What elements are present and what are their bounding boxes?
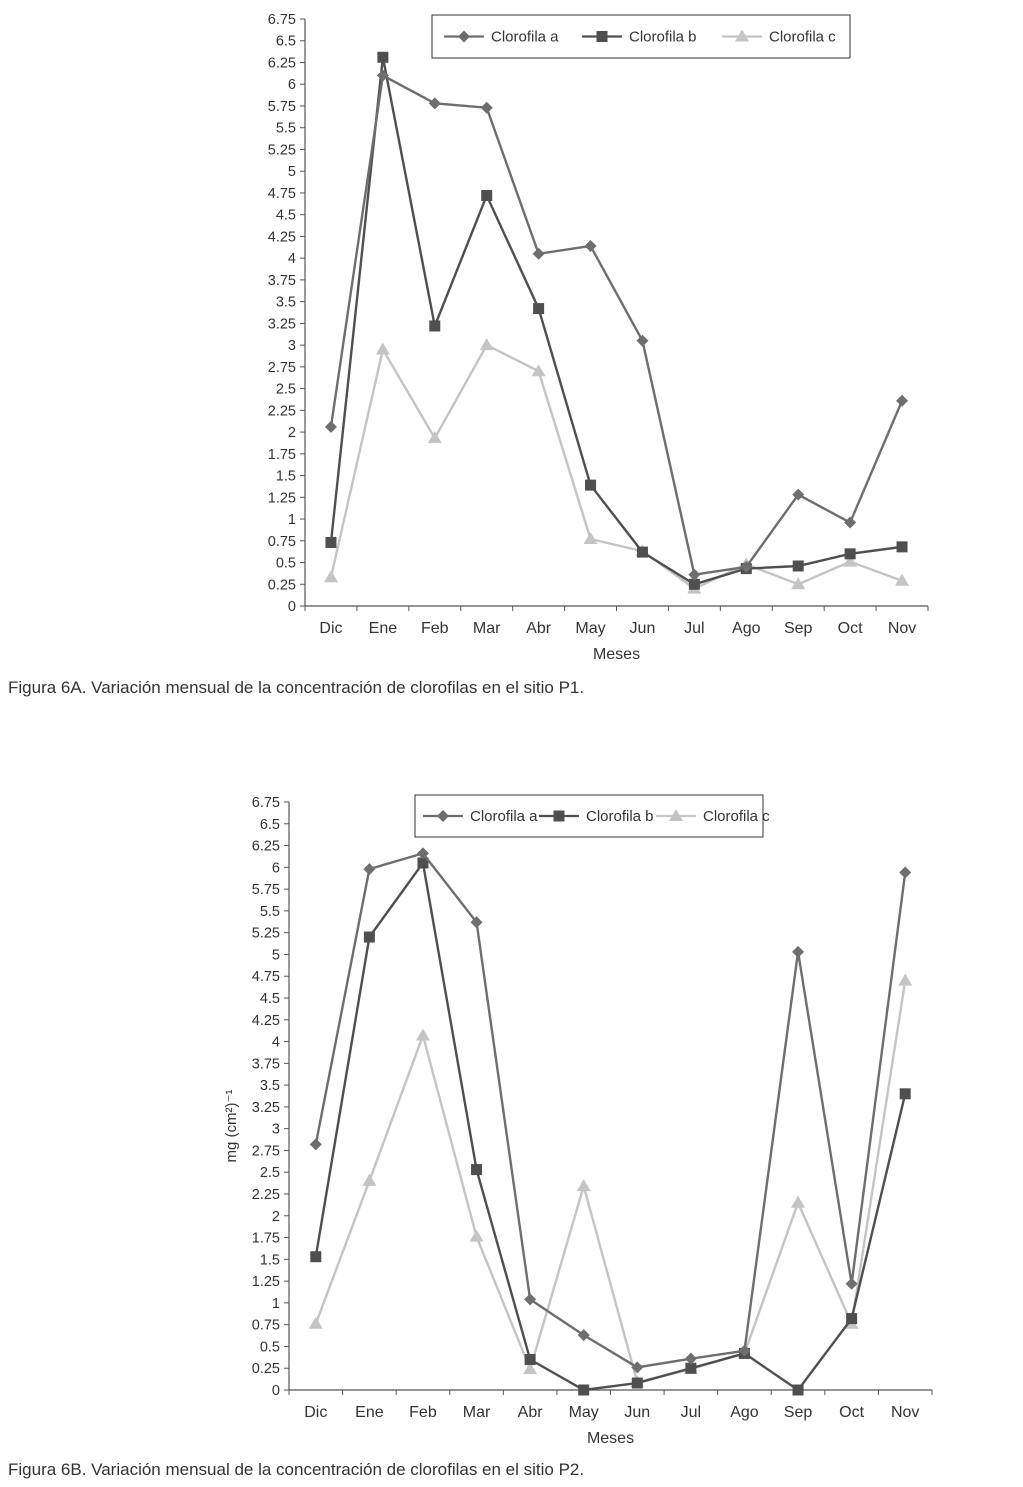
chart-b-legend-label: Clorofila b [586, 808, 654, 825]
chart-b-series-line-triangle [316, 981, 905, 1383]
chart-b-x-tick-label: May [568, 1404, 599, 1421]
chart-b-y-tick-label: 2.25 [251, 1187, 280, 1203]
chart-a-legend-label: Clorofila b [629, 28, 697, 46]
chart-b-y-tick-label: 6.5 [259, 816, 280, 833]
chart-a-y-tick-label: 4.25 [267, 229, 296, 246]
chart-b-y-tick-label: 5.5 [259, 903, 280, 920]
chart-b-series-line-square [316, 863, 905, 1390]
chart-a-point-triangle [376, 342, 390, 354]
chart-a-point-triangle [324, 570, 338, 582]
chart-b-y-tick-label: 0.5 [259, 1339, 280, 1356]
chart-a-point-diamond [429, 97, 441, 109]
chart-a-y-tick-label: 3.25 [267, 316, 296, 333]
chart-b-y-tick-label: 4.25 [251, 1012, 280, 1029]
chart-a-x-tick-label: Ago [732, 620, 761, 637]
chart-b-y-tick-label: 2.5 [259, 1165, 280, 1182]
chart-b-y-tick-label: 1.5 [259, 1252, 280, 1269]
chart-b-point-triangle [898, 974, 912, 986]
chart-b-x-tick-label: Abr [517, 1404, 543, 1421]
chart-a-y-tick-label: 1.5 [275, 468, 296, 485]
chart-b-legend-label: Clorofila a [470, 808, 538, 825]
chart-a-x-axis-title: Meses [592, 646, 641, 663]
chart-a-x-tick-label: Feb [421, 620, 449, 637]
chart-b-y-tick-label: 0.25 [251, 1361, 280, 1378]
chart-b-x-tick-label: Ene [355, 1404, 384, 1421]
chart-b-series-line-diamond [316, 853, 905, 1367]
chart-a-point-triangle [480, 338, 494, 350]
chart-b-x-tick-label: Feb [409, 1404, 437, 1421]
chart-b-y-tick-label: 1 [271, 1295, 280, 1312]
chart-a-point-square [793, 560, 804, 571]
chart-a-y-tick-label: 1.75 [267, 446, 296, 463]
chart-b-y-tick-label: 5.25 [251, 925, 280, 942]
chart-b-point-square [578, 1385, 589, 1396]
chart-a-x-tick-label: Abr [526, 620, 552, 637]
chart-b-point-diamond [310, 1138, 322, 1150]
chart-a-point-diamond [636, 335, 648, 347]
chart-a-y-tick-label: 6 [287, 77, 296, 94]
chart-a-x-tick-label: Sep [783, 620, 813, 637]
chart-b-y-tick-label: 3.5 [259, 1078, 280, 1095]
chart-b-x-tick-label: Ago [730, 1404, 759, 1421]
chart-a-y-tick-label: 5.5 [275, 120, 296, 137]
chart-a-point-square [637, 547, 648, 558]
chart-6a [0, 0, 1023, 670]
chart-a-x-tick-label: Oct [837, 620, 863, 637]
chart-b-x-tick-label: Mar [462, 1404, 491, 1421]
chart-b-y-tick-label: 2 [271, 1208, 280, 1225]
chart-b-y-tick-label: 1.75 [251, 1230, 280, 1247]
chart-b-y-tick-label: 6.75 [251, 795, 280, 811]
chart-b-y-tick-label: 3.25 [251, 1099, 280, 1116]
chart-b-x-tick-label: Nov [890, 1404, 920, 1421]
chart-b-point-triangle [416, 1028, 430, 1040]
chart-a-y-tick-label: 2.5 [275, 381, 296, 398]
chart-b-point-diamond [363, 863, 375, 875]
chart-a-y-tick-label: 4 [287, 251, 296, 268]
chart-a-point-square [533, 303, 544, 314]
chart-b-y-axis-title: mg (cm²)⁻¹ [223, 1089, 240, 1163]
figure-6a-caption: Figura 6A. Variación mensual de la concentración de clorofilas en el sitio P1. [8, 678, 585, 697]
chart-a-y-tick-label: 5.25 [267, 142, 296, 159]
chart-b-point-triangle [362, 1174, 376, 1186]
chart-a-point-diamond [896, 395, 908, 407]
chart-a-point-square [429, 320, 440, 331]
chart-a-y-tick-label: 4.5 [275, 207, 296, 224]
chart-b-y-tick-label: 4 [271, 1034, 280, 1051]
chart-b-point-square [310, 1251, 321, 1262]
chart-a-y-tick-label: 3.5 [275, 294, 296, 311]
chart-a-y-tick-label: 4.75 [267, 185, 296, 202]
figure-6b-caption: Figura 6B. Variación mensual de la concentración de clorofilas en el sitio P2. [8, 1460, 585, 1479]
chart-b-x-tick-label: Oct [839, 1404, 865, 1421]
chart-a-y-tick-label: 5.75 [267, 98, 296, 115]
chart-a-point-diamond [481, 102, 493, 114]
chart-b-x-tick-label: Sep [783, 1404, 813, 1421]
chart-a-y-tick-label: 2.75 [267, 359, 296, 376]
chart-b-point-square [632, 1378, 643, 1389]
chart-b-y-tick-label: 4.75 [251, 969, 280, 986]
chart-a-y-tick-label: 6.5 [275, 33, 296, 50]
chart-a-series-line-diamond [331, 76, 902, 575]
chart-b-y-tick-label: 5.75 [251, 882, 280, 899]
chart-b-y-tick-label: 1.25 [251, 1274, 280, 1291]
chart-b-x-tick-label: Jun [624, 1404, 651, 1421]
chart-a-y-tick-label: 0 [287, 599, 296, 615]
chart-a-x-tick-label: May [575, 620, 606, 637]
figure-6b [0, 780, 1023, 1487]
chart-a-y-tick-label: 3 [287, 338, 296, 355]
chart-b-point-square [846, 1313, 857, 1324]
chart-b-point-diamond [792, 946, 804, 958]
chart-b-y-tick-label: 4.5 [259, 991, 280, 1007]
chart-a-legend-marker-square [597, 31, 608, 42]
chart-b-x-axis-title: Meses [586, 1430, 635, 1447]
chart-b-legend-label: Clorofila c [703, 808, 770, 825]
chart-a-point-diamond [844, 517, 856, 529]
chart-a-x-tick-label: Dic [319, 620, 343, 637]
chart-a-point-square [325, 537, 336, 548]
chart-b-y-tick-label: 6 [271, 860, 280, 877]
chart-a-point-square [481, 190, 492, 201]
chart-b-y-tick-label: 3 [271, 1121, 280, 1138]
chart-a-x-tick-label: Nov [887, 620, 917, 637]
chart-b-y-tick-label: 6.25 [251, 838, 280, 855]
chart-b-x-tick-label: Jul [680, 1404, 702, 1421]
chart-a-point-triangle [428, 431, 442, 443]
chart-a-point-diamond [533, 248, 545, 260]
chart-b-point-diamond [846, 1278, 858, 1290]
chart-b-point-square [900, 1088, 911, 1099]
chart-b-y-tick-label: 0 [271, 1383, 280, 1399]
chart-a-y-tick-label: 0.75 [267, 533, 296, 550]
chart-b-y-tick-label: 5 [271, 947, 280, 964]
chart-a-x-tick-label: Jun [629, 620, 656, 637]
chart-a-x-tick-label: Mar [472, 620, 501, 637]
chart-b-y-tick-label: 2.75 [251, 1143, 280, 1160]
chart-a-point-square [585, 480, 596, 491]
chart-b-point-square [525, 1354, 536, 1365]
chart-a-point-triangle [532, 364, 546, 376]
chart-a-y-tick-label: 2.25 [267, 403, 296, 420]
chart-a-point-square [897, 541, 908, 552]
figure-6a [0, 0, 1023, 700]
chart-a-point-square [845, 548, 856, 559]
chart-b-point-triangle [577, 1179, 591, 1191]
chart-a-y-tick-label: 0.25 [267, 577, 296, 594]
chart-b-y-tick-label: 0.75 [251, 1317, 280, 1334]
chart-b-y-tick-label: 3.75 [251, 1056, 280, 1073]
chart-b-point-diamond [899, 867, 911, 879]
chart-b-point-square [793, 1385, 804, 1396]
chart-b-point-triangle [309, 1317, 323, 1329]
chart-a-y-tick-label: 6.75 [267, 12, 296, 28]
chart-a-y-tick-label: 3.75 [267, 272, 296, 289]
chart-a-point-triangle [584, 532, 598, 544]
chart-a-legend-label: Clorofila a [491, 28, 559, 46]
chart-a-y-tick-label: 2 [287, 425, 296, 442]
chart-a-x-tick-label: Ene [368, 620, 398, 637]
chart-a-series-line-triangle [331, 345, 902, 588]
chart-a-legend-label: Clorofila c [769, 28, 836, 46]
chart-b-point-triangle [791, 1196, 805, 1208]
chart-b-legend-marker-square [554, 811, 565, 822]
chart-a-point-square [377, 52, 388, 63]
chart-b-x-tick-label: Dic [304, 1404, 328, 1421]
chart-a-point-diamond [585, 240, 597, 252]
chart-a-y-tick-label: 0.5 [275, 555, 296, 572]
chart-6b [0, 780, 1023, 1450]
chart-a-x-tick-label: Jul [684, 620, 705, 637]
chart-a-y-tick-label: 5 [287, 164, 296, 181]
chart-a-y-tick-label: 6.25 [267, 55, 296, 72]
chart-a-point-diamond [325, 421, 337, 433]
chart-b-point-square [364, 932, 375, 943]
chart-b-point-triangle [470, 1230, 484, 1242]
chart-b-point-square [471, 1164, 482, 1175]
chart-a-y-tick-label: 1.25 [267, 490, 296, 507]
chart-a-y-tick-label: 1 [287, 512, 296, 529]
